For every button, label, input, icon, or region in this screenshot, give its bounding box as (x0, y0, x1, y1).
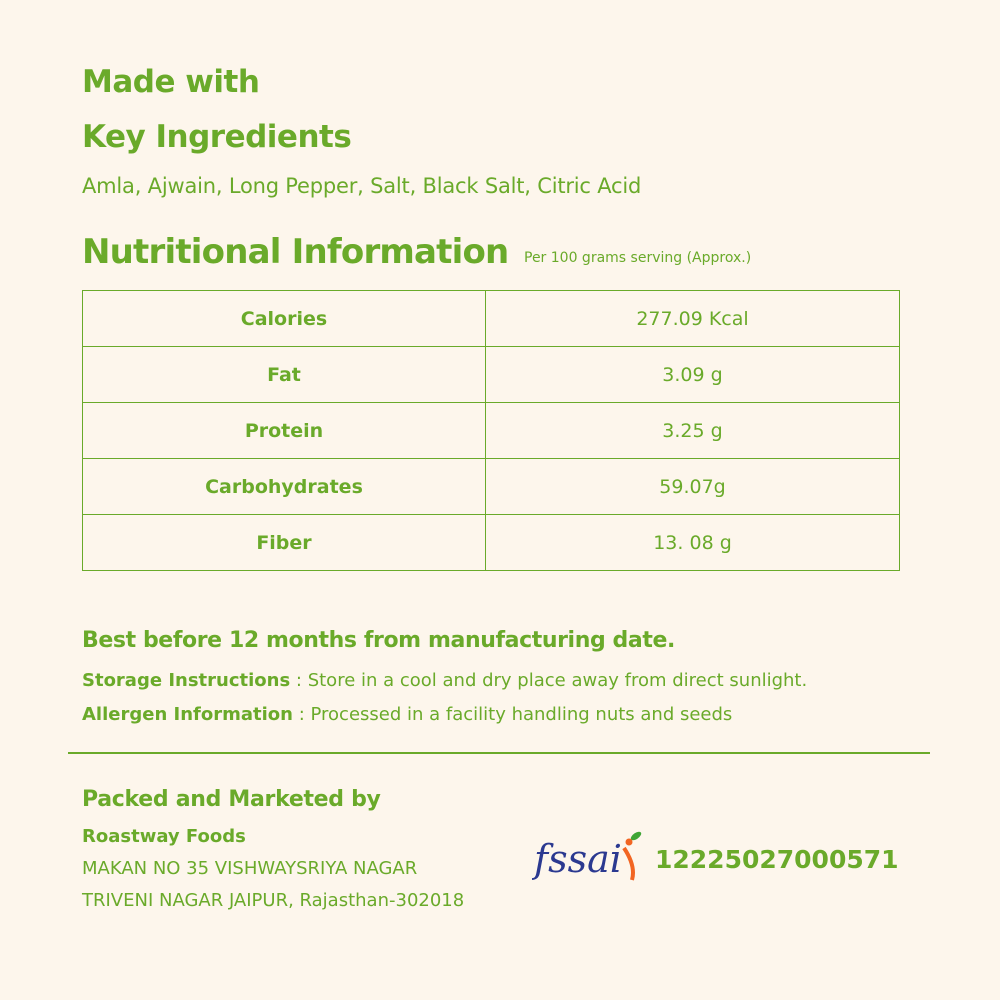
nutrition-table (82, 290, 900, 571)
nutrient-value: 277.09 Kcal (486, 291, 900, 347)
best-before-note: Best before 12 months from manufacturing date. (82, 628, 675, 653)
address-line-1: MAKAN NO 35 VISHWAYSRIYA NAGAR (82, 858, 418, 879)
nutrient-value: 3.25 g (486, 403, 900, 459)
table-row (83, 515, 900, 571)
nutrient-name: Fiber (83, 515, 486, 571)
fssai-logo (532, 826, 644, 886)
fssai-dot-icon (626, 839, 633, 846)
heading-made-with: Made with (82, 64, 260, 100)
fssai-license-number: 12225027000571 (655, 845, 899, 874)
nutrition-title: Nutritional Information (82, 232, 509, 272)
allergen-information (82, 704, 732, 725)
nutrition-subtitle: Per 100 grams serving (Approx.) (524, 250, 752, 266)
table-row (83, 459, 900, 515)
table-row (83, 291, 900, 347)
table-row (83, 347, 900, 403)
storage-text: : Store in a cool and dry place away from direct sunlight. (290, 670, 808, 691)
address-line-2: TRIVENI NAGAR JAIPUR, Rajasthan-302018 (82, 890, 465, 911)
ingredients-list: Amla, Ajwain, Long Pepper, Salt, Black Salt, Citric Acid (82, 174, 642, 198)
allergen-label: Allergen Information (82, 704, 293, 725)
nutrient-name: Carbohydrates (83, 459, 486, 515)
heading-key-ingredients: Key Ingredients (82, 119, 352, 155)
allergen-text: : Processed in a facility handling nuts and seeds (292, 704, 733, 725)
nutrient-value: 13. 08 g (486, 515, 900, 571)
nutrient-name: Calories (83, 291, 486, 347)
nutrient-name: Protein (83, 403, 486, 459)
nutrient-name: Fat (83, 347, 486, 403)
nutrient-value: 3.09 g (486, 347, 900, 403)
storage-instructions (82, 670, 807, 691)
section-divider (68, 752, 930, 754)
table-row (83, 403, 900, 459)
storage-label: Storage Instructions (82, 670, 291, 691)
fssai-logo-text: fssai (534, 837, 622, 881)
fssai-swoosh (624, 848, 633, 880)
packed-marketed-title: Packed and Marketed by (82, 787, 381, 812)
company-name: Roastway Foods (82, 826, 246, 847)
nutrient-value: 59.07g (486, 459, 900, 515)
